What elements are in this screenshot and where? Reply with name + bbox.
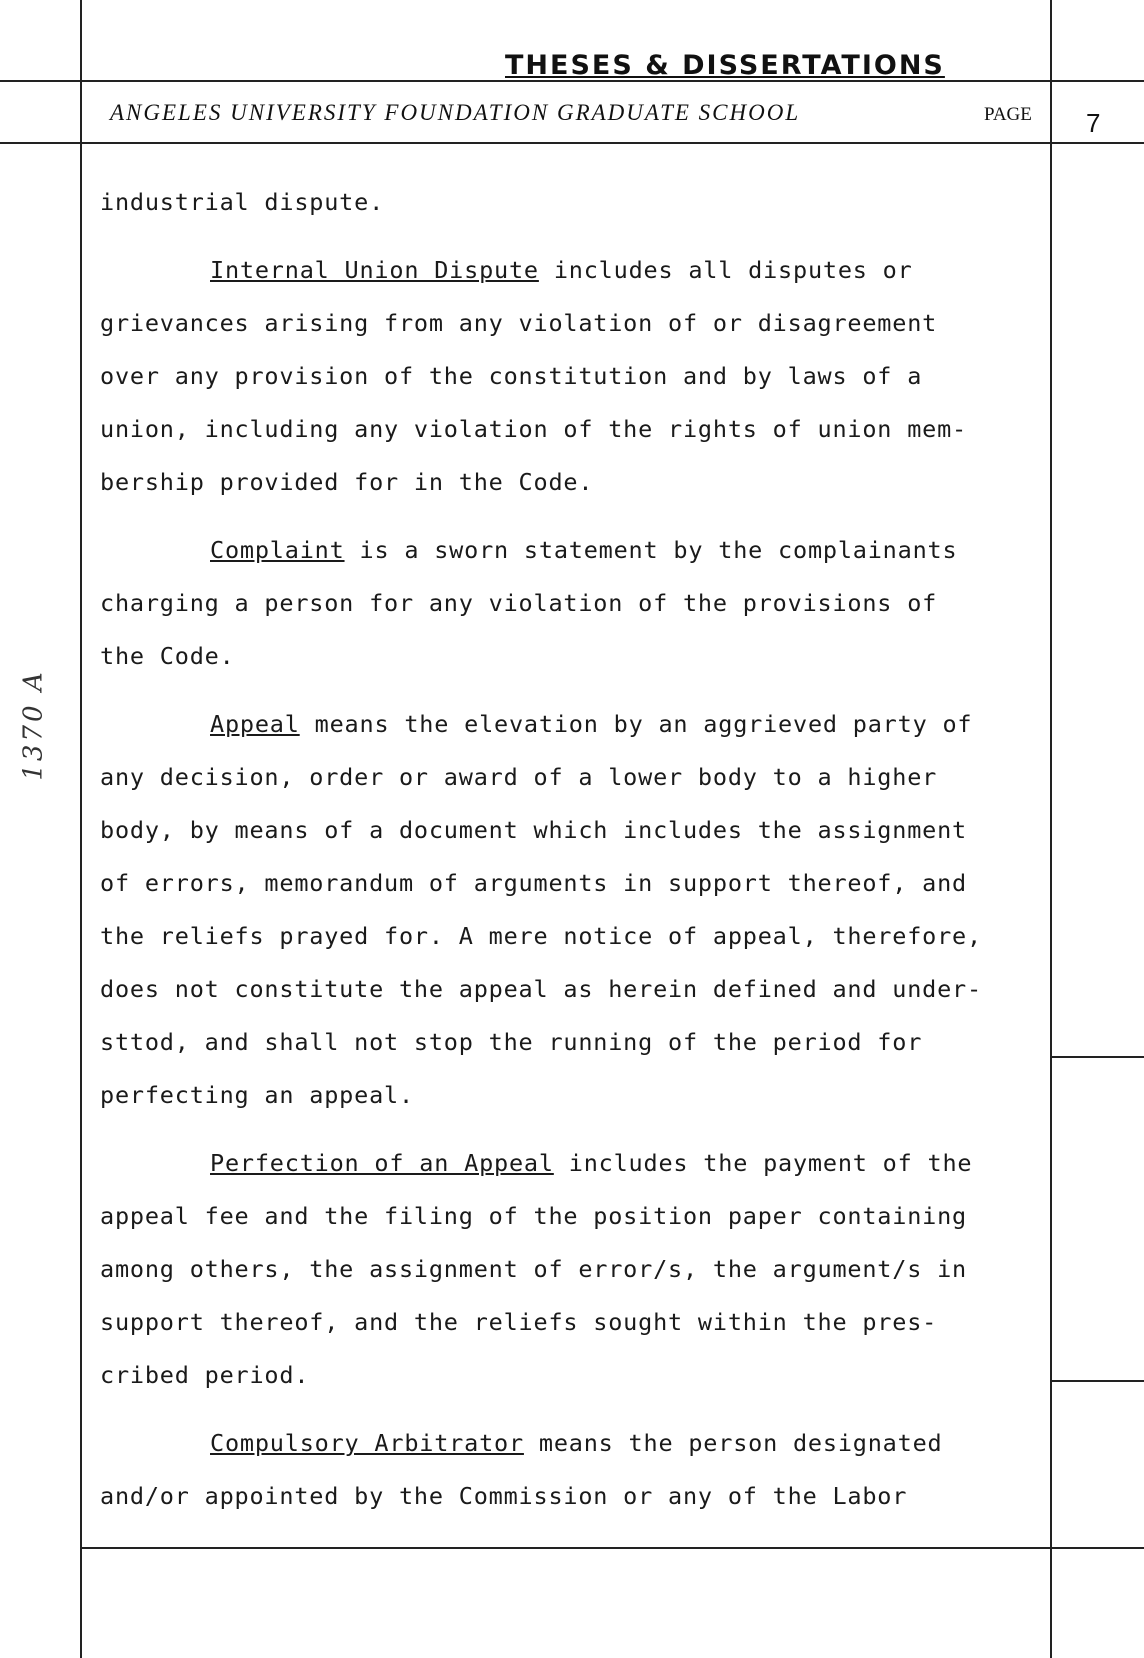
definition-text: means the person designated and/or appointed by the Commission or any of the Labor: [100, 1429, 943, 1510]
defined-term: Internal Union Dispute: [210, 256, 539, 284]
definition-paragraph: [100, 698, 1040, 1122]
left-margin-rule: [80, 0, 82, 1658]
definition-text: includes all disputes or grievances arising from any violation of or disagreement over any provision of the constitution and by laws of a union, including any violation of the rights of union mem- bership provided for in the Code.: [100, 256, 967, 496]
defined-term: Appeal: [210, 710, 300, 738]
defined-term: Compulsory Arbitrator: [210, 1429, 524, 1457]
footer-rule: [80, 1547, 1144, 1549]
document-body: [100, 176, 1040, 1538]
opening-line: industrial dispute.: [100, 188, 385, 216]
theses-banner: THESES & DISSERTATIONS: [505, 50, 945, 81]
defined-term: Complaint: [210, 536, 345, 564]
right-margin-rule: [1050, 0, 1052, 1658]
definition-paragraph: [100, 1417, 1040, 1523]
definition-paragraph: [100, 524, 1040, 683]
page-number: 7: [1086, 108, 1101, 138]
handwritten-margin-note: 1370 A: [18, 669, 49, 781]
school-name: ANGELES UNIVERSITY FOUNDATION GRADUATE SCHOOL: [110, 100, 801, 125]
definition-text: is a sworn statement by the complainants charging a person for any violation of the provisions of the Code.: [100, 536, 958, 670]
header-bottom-rule: [0, 142, 1144, 144]
page-label: PAGE: [984, 104, 1032, 125]
defined-term: Perfection of an Appeal: [210, 1149, 554, 1177]
definition-text: includes the payment of the appeal fee and the filing of the position paper containing among others, the assignment of error/s, the argument/s in support thereof, and the reliefs sought within the pres- cribed period.: [100, 1149, 973, 1389]
definition-text: means the elevation by an aggrieved party of any decision, order or award of a lower body to a higher body, by means of a document which includes the assignment of errors, memorandum of arguments in support thereof, and the reliefs prayed for. A mere notice of appeal, therefore, does not constitute the appeal as herein defined and under- sttod, and shall not stop the running of the period for perfecting an appeal.: [100, 710, 982, 1109]
right-tick-rule-2: [1052, 1380, 1144, 1382]
right-tick-rule-1: [1052, 1056, 1144, 1058]
definition-paragraph: [100, 1137, 1040, 1402]
definition-paragraph: [100, 244, 1040, 509]
